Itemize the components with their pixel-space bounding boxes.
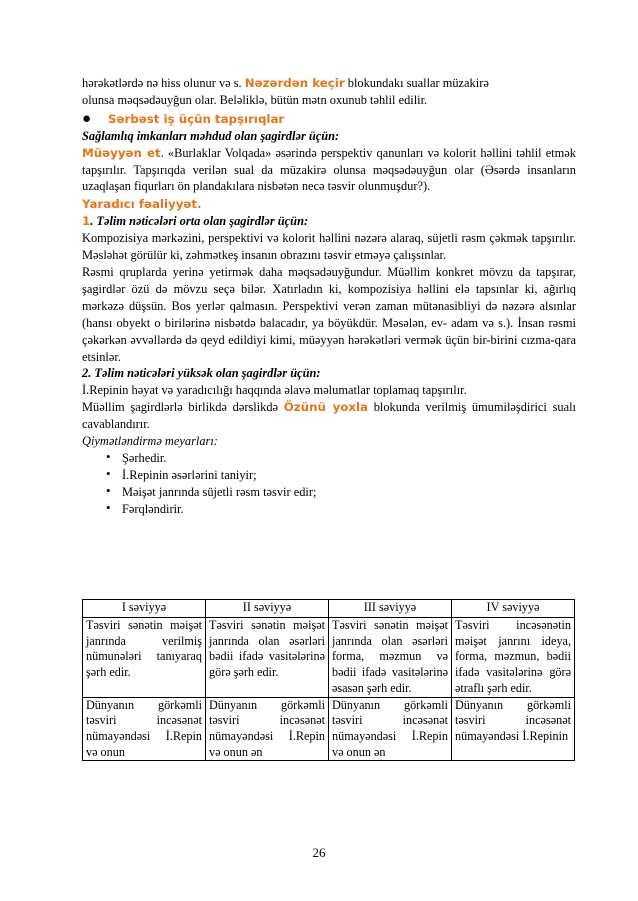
health-heading: Sağlamlıq imkanları məhdud olan şagirdlər üçün:	[82, 128, 340, 143]
bullet-icon: ●	[82, 110, 92, 127]
page-body	[82, 0, 576, 518]
table-cell: Dünyanın görkəmli təsviri incəsənət nümayəndəsi İ.Repin və onun ən	[329, 697, 452, 761]
criteria-item: • Məişət janrında süjetli rəsm təsvir edir;	[106, 484, 576, 501]
ozunu-yoxla-label: Özünü yoxla	[283, 400, 368, 415]
group1-number: 1	[82, 214, 91, 229]
group1-heading	[82, 213, 576, 230]
group2-text-end: blokunda verilmiş ümumiləşdirici sualı cavablandırır.	[82, 400, 576, 432]
table-header-row	[83, 600, 575, 618]
criteria-list	[82, 450, 576, 518]
table-cell: Təsviri incəsənətin məişət janrını ideya, forma, məzmun, bədii ifadə vasitələrinə görə ətraflı şərh edir.	[452, 618, 575, 698]
intro-text-start: hərəkətlərdə nə hiss olunur və s.	[82, 76, 245, 90]
table-cell: Dünyanın görkəmli təsviri incəsənət nümayəndəsi İ.Repin və onun ən	[206, 697, 329, 761]
creative-heading: Yaradıcı fəaliyyət.	[82, 197, 202, 212]
intro-paragraph	[82, 75, 576, 109]
table-cell: Dünyanın görkəmli təsviri incəsənət nümayəndəsi İ.Repinin	[452, 697, 575, 761]
section-heading-row	[82, 111, 576, 128]
group1-paragraph-2: Rəsmi qruplarda yerinə yetirmək daha məqsədəuyğundur. Müəllim konkret mövzu da tapşırar, şagirdlər özü də mövzu seçə bilər. Xatırladın ki, kompozisiya həllini elə tapsınlar ki, ağırlıq mərkəzə düşsün. Bos yerlər qalmasın. Perspektivi verən zaman mütənasibliyi də nəzərə alsınlar (hansı obyekt o birilərinə nisbətdə balacadır, ya böyükdür. Məsələn, ev- adam və s.). İnsan rəsmi çəkərkən əvvəllərdə də qeyd edildiyi kimi, müəyyən hərəkətləri vermək üçün bir-birini cızma-qara etsinlər.	[82, 264, 576, 364]
table-cell: Təsviri sənətin məişət janrında olan əsərləri bədii ifadə vasitələrinə görə şərh edir.	[206, 618, 329, 698]
table-cell: Təsviri sənətin məişət janrında verilmiş nümunələri tanıyaraq şərh edir.	[83, 618, 206, 698]
table-row	[83, 697, 575, 761]
group1-heading-text: . Təlim nəticələri orta olan şagirdlər üçün:	[90, 214, 309, 229]
muayyan-paragraph	[82, 145, 576, 196]
muayyan-text: . «Burlaklar Volqada» əsərində perspektiv qanunları və kolorit həllini təhlil etmək tapşırılır. Tapşırıqda verilən sual da müzakirə olunsa məqsədəuyğun olar (Əsərdə insanların uzaqlaşan fiqurları ön plandakılara nisbətən necə təsvir olunmuşdur?).	[82, 145, 577, 194]
criteria-title: Qiymətləndirmə meyarları:	[82, 434, 218, 449]
table-header: I səviyyə	[83, 600, 206, 618]
group2-paragraph-2	[82, 399, 576, 433]
table-row	[83, 618, 575, 698]
nezerden-kecir-label: Nəzərdən keçir	[244, 76, 345, 90]
table-header: II səviyyə	[206, 600, 329, 618]
table-cell: Dünyanın görkəmli təsviri incəsənət nümayəndəsi İ.Repin və onun	[83, 697, 206, 761]
section-heading: Sərbəst iş üçün tapşırıqlar	[108, 111, 285, 126]
table-cell: Təsviri sənətin məişət janrında olan əsərləri forma, məzmun və bədii ifadə vasitələrinə əsasən şərh edir.	[329, 618, 452, 698]
intro-text-end: blokundakı suallar müzakirə	[344, 76, 489, 90]
group2-text-start: Müəllim şagirdlərlə birlikdə dərslikdə	[82, 400, 284, 415]
page-number: 26	[312, 845, 326, 860]
table-header: IV səviyyə	[452, 600, 575, 618]
levels-table	[82, 599, 575, 761]
intro-text-line2: olunsa məqsədəuyğun olar. Beləliklə, bütün mətn oxunub təhlil edilir.	[82, 92, 428, 107]
group2-heading: 2. Təlim nəticələri yüksək olan şagirdlər üçün:	[82, 366, 321, 381]
criteria-item: • Şərhedir.	[106, 450, 576, 467]
criteria-item: • Fərqləndirir.	[106, 501, 576, 518]
group1-paragraph-1: Kompozisiya mərkəzini, perspektivi və kolorit həllini nəzərə alaraq, süjetli rəsm çəkmək tapşırılır. Məsləhət görülür ki, zəhmətkeş insanın obrazını təsvir etməyə çalışsınlar.	[82, 231, 576, 263]
group2-paragraph-1: İ.Repinin həyat və yaradıcılığı haqqında əlavə məlumatlar toplamaq tapşırılır.	[82, 383, 467, 398]
table-header: III səviyyə	[329, 600, 452, 618]
criteria-item: • İ.Repinin əsərlərini taniyir;	[106, 467, 576, 484]
muayyan-label: Müəyyən et	[82, 145, 161, 160]
